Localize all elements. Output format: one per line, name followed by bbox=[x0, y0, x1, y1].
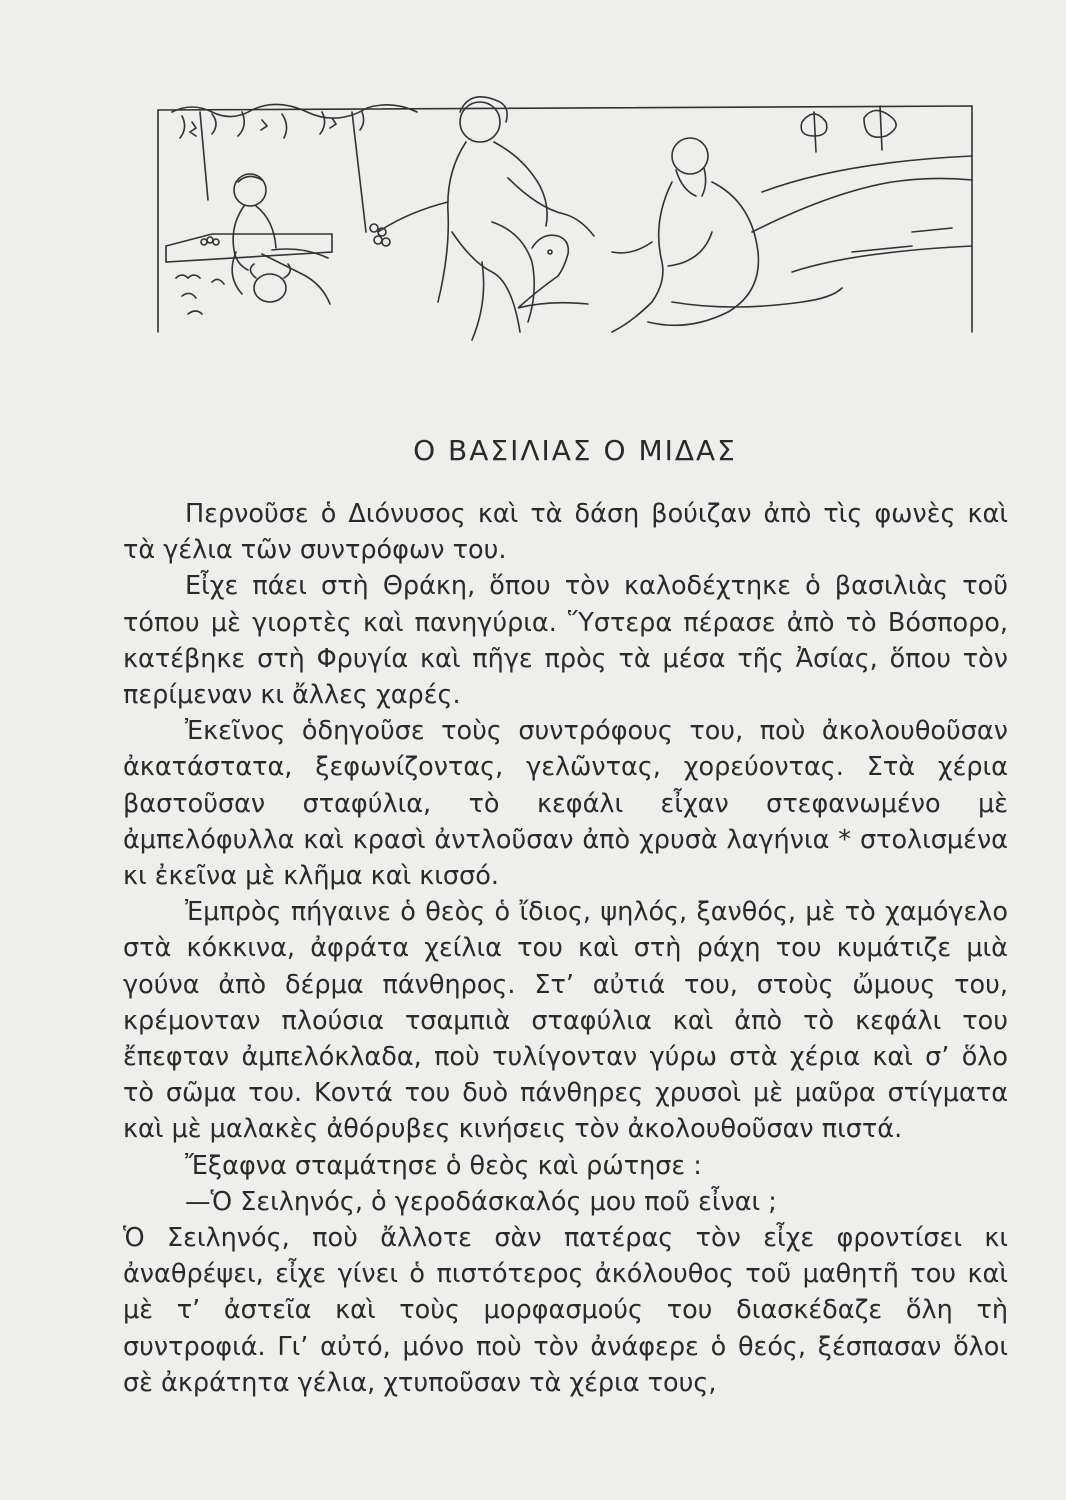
dionysus-illustration bbox=[152, 82, 977, 344]
story-body bbox=[123, 496, 1008, 1401]
paragraph-4: Ἐμπρὸς πήγαινε ὁ θεὸς ὁ ἴδιος, ψηλός, ξανθός, μὲ τὸ χαμόγελο στὰ κόκκινα, ἀφράτα χείλια του καὶ στὴ ράχη του κυμάτιζε μιὰ γούνα ἀπὸ δέρμα πάνθηρος. Στ’ αὐτιά του, στοὺς ὤμους του, κρέμονταν πλούσια τσαμπιὰ σταφύλια καὶ ἀπὸ τὸ κεφάλι του ἔπεφταν ἀμπελόκλαδα, ποὺ τυλίγονταν γύρω στὰ χέρια καὶ σ’ ὅλο τὸ σῶμα του. Κοντά του δυὸ πάνθηρες χρυσοὶ μὲ μαῦρα στίγματα καὶ μὲ μαλακὲς ἀθόρυβες κινήσεις τὸν ἀκολουθοῦσαν πιστά. bbox=[123, 897, 1008, 1145]
dialogue-line: —Ὁ Σειληνός, ὁ γεροδάσκαλός μου ποῦ εἶναι ; bbox=[185, 1186, 777, 1217]
paragraph-5: Ἔξαφνα σταμάτησε ὁ θεὸς καὶ ρώτησε : bbox=[185, 1150, 702, 1181]
paragraph-1: Περνοῦσε ὁ Διόνυσος καὶ τὰ δάση βούιζαν ἀπὸ τὶς φωνὲς καὶ τὰ γέλια τῶν συντρόφων του. bbox=[123, 499, 1008, 566]
paragraph-3: Ἐκεῖνος ὁδηγοῦσε τοὺς συντρόφους του, ποὺ ἀκολουθοῦσαν ἀκατάστατα, ξεφωνίζοντας, γελῶντας, χορεύοντας. Στὰ χέρια βαστοῦσαν σταφύλια, τὸ κεφάλι εἶχαν στεφανωμένο μὲ ἀμπελόφυλλα καὶ κρασὶ ἀντλοῦσαν ἀπὸ χρυσὰ λαγήνια * στολισμένα κι ἐκεῖνα μὲ κλῆμα καὶ κισσό. bbox=[123, 716, 1008, 892]
story-title: Ο ΒΑΣΙΛΙΑΣ Ο ΜΙΔΑΣ bbox=[413, 434, 737, 467]
paragraph-6: Ὁ Σειληνός, ποὺ ἄλλοτε σὰν πατέρας τὸν εἶχε φροντίσει κι ἀναθρέψει, εἶχε γίνει ὁ πιστότερος ἀκόλουθος τοῦ μαθητῆ του καὶ μὲ τ’ ἀστεῖα καὶ τοὺς μορφασμούς του διασκέδαζε ὅλη τὴ συντροφιά. Γι’ αὐτό, μόνο ποὺ τὸν ἀνάφερε ὁ θεός, ξέσπασαν ὅλοι σὲ ἀκράτητα γέλια, χτυποῦσαν τὰ χέρια τους, bbox=[123, 1223, 1008, 1398]
paragraph-2: Εἶχε πάει στὴ Θράκη, ὅπου τὸν καλοδέχτηκε ὁ βασιλιὰς τοῦ τόπου μὲ γιορτὲς καὶ πανηγύρια. Ὕστερα πέρασε ἀπὸ τὸ Βόσπορο, κατέβηκε στὴ Φρυγία καὶ πῆγε πρὸς τὰ μέσα τῆς Ἀσίας, ὅπου τὸν περίμεναν κι ἄλλες χαρές. bbox=[123, 571, 1008, 711]
line-drawing bbox=[152, 82, 977, 344]
